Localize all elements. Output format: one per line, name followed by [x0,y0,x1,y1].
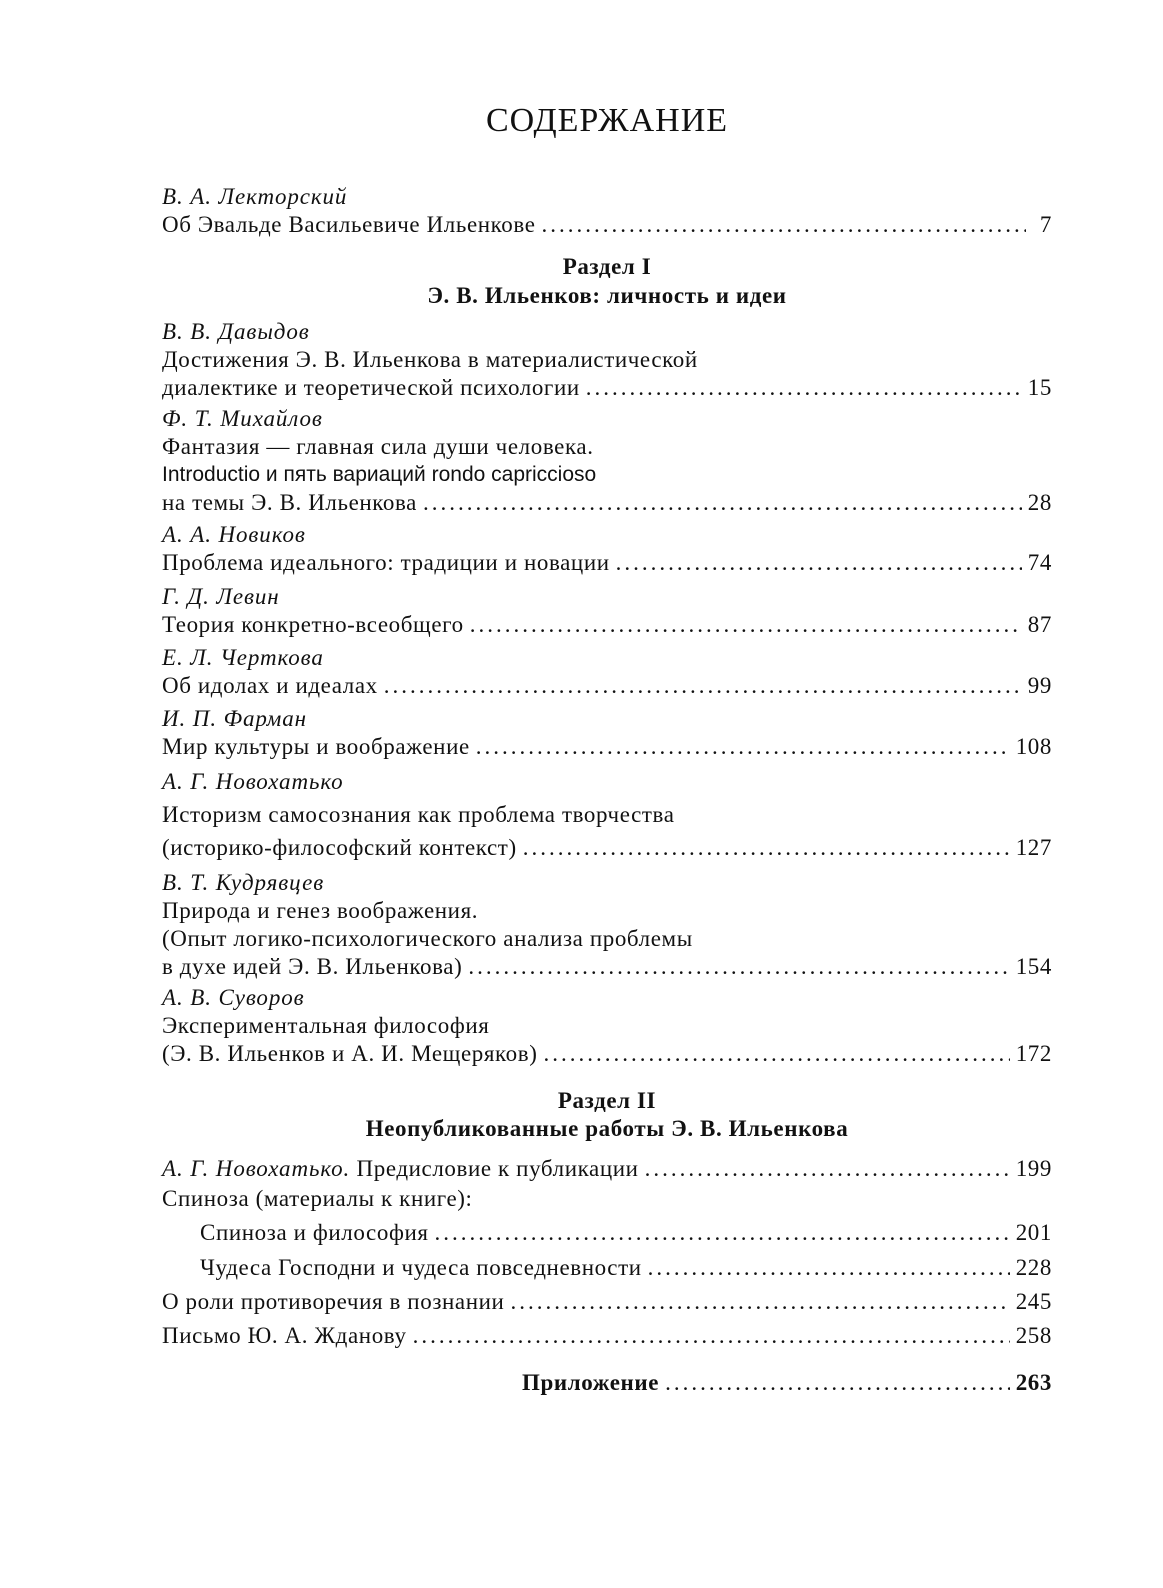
toc-entry [162,869,1052,981]
toc-entry [162,984,1052,1068]
entry-title: Проблема идеального: традиции и новации [162,550,610,575]
toc-entry-intro [162,183,1052,239]
entry-title: Чудеса Господни и чудеса повседневности [200,1255,642,1280]
entry-page: 99 [1027,673,1052,698]
dot-leader [648,1251,1010,1285]
entry-page: 245 [1015,1289,1052,1314]
entry-page: 154 [1015,954,1052,979]
toc-entry-appendix [162,1369,1052,1397]
dot-leader [413,1319,1010,1353]
entry-page: 263 [1015,1370,1052,1395]
entry-author: В. А. Лекторский [162,184,348,209]
dot-leader [510,1285,1009,1319]
dot-leader [542,211,1026,239]
entry-page: 127 [1015,835,1052,860]
entry-title: Достижения Э. В. Ильенкова в материалистической [162,347,698,372]
entry-page: 7 [1039,212,1052,237]
entry-page: 87 [1027,612,1052,637]
entry-title: диалектике и теоретической психологии [162,375,580,400]
entry-title: (Опыт логико-психологического анализа проблемы [162,926,693,951]
entry-page: 201 [1015,1220,1052,1245]
dot-leader [586,374,1022,402]
dot-leader [423,489,1022,517]
entry-title: Природа и генез воображения. [162,898,479,923]
toc-entry [162,644,1052,700]
entry-author: А. А. Новиков [162,522,306,547]
dot-leader [645,1155,1010,1183]
entry-title: Теория конкретно-всеобщего [162,612,464,637]
toc-entry [162,405,1052,517]
entry-page: 258 [1015,1323,1052,1348]
entry-author: Г. Д. Левин [162,584,280,609]
entry-title: Об Эвальде Васильевиче Ильенкове [162,212,536,237]
entry-author: В. Т. Кудрявцев [162,870,325,895]
entry-title: Introductio и пять вариаций rondo capriccioso [162,463,597,486]
entry-title: Об идолах и идеалах [162,673,378,698]
toc-entry [162,318,1052,402]
entry-title: Мир культуры и воображение [162,734,470,759]
entry-page: 172 [1015,1041,1052,1066]
dot-leader [523,831,1010,864]
entry-title: О роли противоречия в познании [162,1289,505,1314]
dot-leader [665,1369,1010,1397]
entry-author: А. В. Суворов [162,985,305,1010]
entry-title: (Э. В. Ильенков и А. И. Мещеряков) [162,1041,538,1066]
dot-leader [616,549,1022,577]
entry-author: А. Г. Новохатько [162,769,344,794]
entry-title: в духе идей Э. В. Ильенкова) [162,954,463,979]
entry-author: А. Г. Новохатько. [162,1156,351,1181]
dot-leader [543,1040,1009,1068]
entry-author: Е. Л. Черткова [162,645,324,670]
dot-leader [476,733,1010,761]
section-1-title: Э. В. Ильенков: личность и идеи [427,283,787,308]
entry-title: на темы Э. В. Ильенкова [162,490,417,515]
entry-title: Предисловие к публикации [356,1156,639,1181]
entry-author: В. В. Давыдов [162,319,310,344]
entry-title: Письмо Ю. А. Жданову [162,1323,407,1348]
toc-entry-preface [162,1155,639,1183]
section-2-label: Раздел II [557,1088,657,1113]
entry-title: Экспериментальная философия [162,1013,490,1038]
toc-entry [162,521,1052,577]
entry-title: Историзм самосознания как проблема творчества [162,802,675,827]
toc-entry [162,766,1052,864]
toc-entry [162,583,1052,639]
page-title: СОДЕРЖАНИЕ [485,102,729,139]
dot-leader [384,672,1022,700]
dot-leader [470,611,1022,639]
entry-title: Спиноза (материалы к книге): [162,1186,473,1211]
entry-page: 15 [1027,375,1052,400]
entry-title: (историко-философский контекст) [162,835,517,860]
entry-page: 74 [1027,550,1052,575]
entry-title: Спиноза и философия [200,1220,429,1245]
dot-leader [468,953,1009,981]
entry-title: Фантазия — главная сила души человека. [162,434,594,459]
toc-entry [162,705,1052,761]
entry-page: 228 [1015,1255,1052,1280]
entry-page: 199 [1015,1156,1052,1181]
section-1-label: Раздел I [562,254,652,279]
entry-page: 108 [1015,734,1052,759]
section-2-title: Неопубликованные работы Э. В. Ильенкова [365,1116,849,1141]
entry-page: 28 [1027,490,1052,515]
dot-leader [435,1215,1010,1251]
entry-author: Ф. Т. Михайлов [162,406,323,431]
section-2-entries [162,1155,1052,1353]
entry-author: И. П. Фарман [162,706,307,731]
entry-title: Приложение [522,1370,660,1395]
